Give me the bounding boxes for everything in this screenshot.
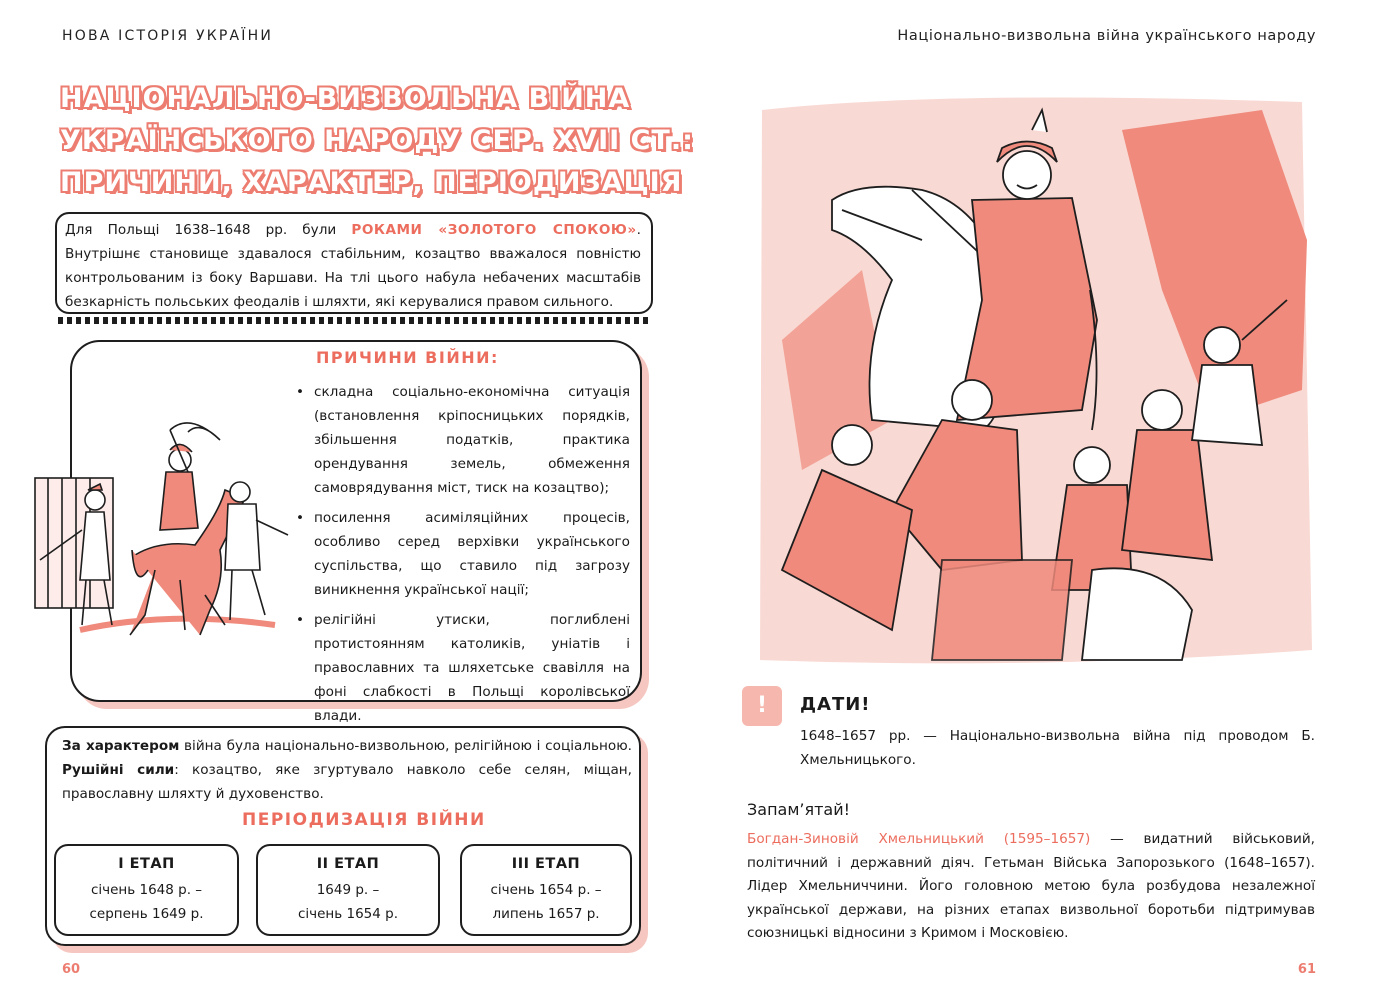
causes-heading: ПРИЧИНИ ВІЙНИ: [316, 348, 499, 367]
cause-item: • складна соціально-економічна ситуація (встановлення кріпосницьких порядків, збільшення податків, практика орендування земель, обмеження самоврядування міст, тиск на козацтво); [292, 380, 630, 500]
stage-dates: січень 1648 р. – серпень 1649 р. [89, 882, 204, 922]
stage-dates: 1649 р. – січень 1654 р. [297, 882, 399, 922]
title-line-2: УКРАЇНСЬКОГО НАРОДУ СЕР. XVII СТ.: [60, 125, 694, 156]
film-strip-decoration [58, 317, 650, 324]
dates-heading: ДАТИ! [800, 694, 871, 715]
page-number-left: 60 [62, 962, 81, 977]
cause-item: • релігійні утиски, поглиблені протистоянням католиків, уніатів і православних та шляхетське свавілля на фоні слабкості в Польщі королівської влади. [292, 608, 630, 728]
khmelnytsky-illustration [742, 90, 1322, 670]
page-number-right: 61 [1297, 962, 1316, 977]
character-text: За характером війна була національно-визвольною, релігійною і соціальною. Рушійні сили: козацтво, яке згуртувало навколо себе селян, міщан, православну шляхту й духовенство. [62, 738, 632, 802]
running-head-right: Національно-визвольна війна українського народу [897, 28, 1316, 44]
cossack-battle-illustration [20, 420, 290, 660]
periodization-heading: ПЕРІОДИЗАЦІЯ ВІЙНИ [242, 810, 486, 830]
dates-text: 1648–1657 рр. — Національно-визвольна війна під проводом Б. Хмельницького. [800, 728, 1315, 768]
title-line-3: ПРИЧИНИ, ХАРАКТЕР, ПЕРІОДИЗАЦІЯ [60, 167, 683, 198]
remember-text: Богдан-Зиновій Хмельницький (1595–1657) — видатний військовий, політичний і державний діяч. Гетьман Війська Запорозького (1648–1657). Лідер Хмельниччини. Його головною метою була розбудова незалежної української держави, на різних етапах визвольної боротьби підтримував союзницькі відносини з Кримом і Московією. [747, 831, 1316, 941]
stage-name: III ЕТАП [511, 856, 581, 872]
stage-name: I ЕТАП [118, 856, 175, 872]
cause-item: • посилення асиміляційних процесів, особливо серед верхівки українського суспільства, що ставило під загрозу виникнення української нації; [292, 506, 630, 602]
stage-card-3 [460, 844, 632, 936]
title-line-1: НАЦІОНАЛЬНО-ВИЗВОЛЬНА ВІЙНА [60, 83, 631, 114]
important-icon: ! [742, 686, 782, 726]
golden-peace-highlight: РОКАМИ «ЗОЛОТОГО СПОКОЮ» [351, 222, 637, 238]
stage-card-2 [256, 844, 440, 936]
intro-box [55, 212, 653, 314]
causes-list [292, 380, 630, 734]
stage-name: II ЕТАП [316, 856, 380, 872]
intro-text: Для Польщі 1638–1648 рр. були РОКАМИ «ЗОЛОТОГО СПОКОЮ». Внутрішнє становище здавалося стабільним, козацтво вважалося повністю контрольованим із боку Варшави. На тлі цього набула небачених масштабів безкарність польських феодалів і шляхти, які керувалися правом сильного. [65, 222, 641, 310]
khmelnytsky-name: Богдан-Зиновій Хмельницький (1595–1657) [747, 831, 1091, 847]
stage-dates: січень 1654 р. – липень 1657 р. [490, 882, 602, 922]
stage-card-1 [54, 844, 239, 936]
page-title [60, 78, 694, 204]
remember-heading: Запам’ятай! [747, 800, 851, 819]
running-head-left: НОВА ІСТОРІЯ УКРАЇНИ [62, 28, 274, 44]
